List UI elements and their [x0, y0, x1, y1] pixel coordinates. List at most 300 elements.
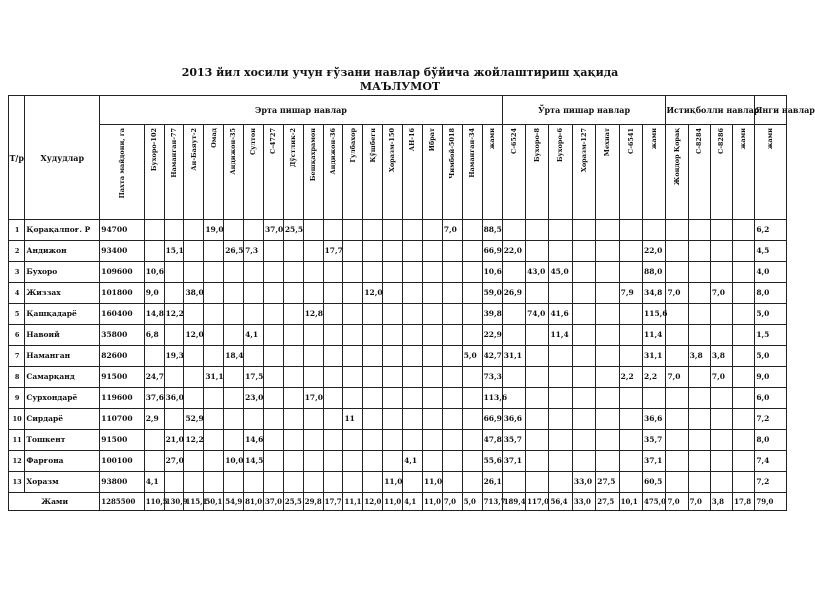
mid-cell — [549, 367, 572, 388]
promising-cell — [710, 430, 732, 451]
header-early-col — [144, 125, 164, 220]
table-row — [9, 304, 787, 325]
early-cell — [462, 388, 482, 409]
early-cell — [442, 283, 462, 304]
header-early-col-label: Гулбахор — [348, 128, 357, 163]
mid-cell — [526, 472, 549, 493]
early-cell: 12,0 — [363, 283, 383, 304]
early-cell: 11,0 — [383, 472, 403, 493]
table-row — [9, 346, 787, 367]
header-early-col — [482, 125, 502, 220]
header-mid-col-label: Бухоро-6 — [556, 128, 565, 163]
row-number: 9 — [9, 388, 25, 409]
cotton-varieties-table — [8, 95, 815, 511]
early-cell — [224, 304, 244, 325]
header-early-col — [363, 125, 383, 220]
promising-cell — [733, 304, 755, 325]
early-cell — [403, 283, 423, 304]
early-cell: 15,1 — [164, 241, 184, 262]
region-name: Сурхондарё — [25, 388, 100, 409]
early-cell: 47,8 — [482, 430, 502, 451]
early-cell — [383, 241, 403, 262]
early-cell: 10,6 — [144, 262, 164, 283]
early-cell — [323, 220, 343, 241]
early-cell — [263, 367, 283, 388]
mid-cell — [502, 325, 525, 346]
mid-cell — [549, 346, 572, 367]
header-early-col — [204, 125, 224, 220]
new-cell: 8,0 — [755, 283, 787, 304]
early-cell — [204, 304, 224, 325]
mid-cell — [619, 325, 642, 346]
early-cell: 10,6 — [482, 262, 502, 283]
mid-cell: 35,7 — [502, 430, 525, 451]
early-cell — [462, 451, 482, 472]
early-cell — [283, 367, 303, 388]
early-cell: 7,0 — [442, 220, 462, 241]
total-row — [9, 493, 787, 511]
early-cell — [224, 409, 244, 430]
new-cell: 6,0 — [755, 388, 787, 409]
promising-cell — [688, 451, 710, 472]
promising-cell — [733, 283, 755, 304]
early-cell — [363, 220, 383, 241]
region-name: Фарғона — [25, 451, 100, 472]
header-early-col — [263, 125, 283, 220]
mid-cell — [502, 367, 525, 388]
mid-cell: 36,6 — [502, 409, 525, 430]
early-cell — [462, 430, 482, 451]
total-early-cell: 17,7 — [323, 493, 343, 511]
early-cell — [283, 472, 303, 493]
header-early-col-label: Султон — [249, 128, 258, 156]
mid-cell — [619, 430, 642, 451]
region-name: Самарқанд — [25, 367, 100, 388]
early-cell — [263, 472, 283, 493]
early-cell — [144, 241, 164, 262]
early-cell: 7,3 — [244, 241, 264, 262]
area-value: 82600 — [100, 346, 144, 367]
row-number: 7 — [9, 346, 25, 367]
header-promising-col — [688, 125, 710, 220]
header-promising-col-label: С-8286 — [717, 128, 726, 154]
early-cell — [224, 367, 244, 388]
header-early-col — [343, 125, 363, 220]
promising-cell — [710, 451, 732, 472]
promising-cell: 3,8 — [688, 346, 710, 367]
region-name: Навоий — [25, 325, 100, 346]
promising-cell — [688, 262, 710, 283]
mid-cell: 11,4 — [643, 325, 666, 346]
early-cell — [303, 409, 323, 430]
mid-cell — [526, 388, 549, 409]
mid-cell — [526, 325, 549, 346]
early-cell: 24,7 — [144, 367, 164, 388]
promising-cell — [666, 304, 688, 325]
early-cell — [422, 409, 442, 430]
document-title: 2013 йил хосили учун ғўзани навлар бўйича жойлаштириш ҳақида — [181, 66, 619, 79]
header-mid-col — [502, 125, 525, 220]
early-cell: 113,6 — [482, 388, 502, 409]
header-new-group: Янги навлар — [755, 96, 787, 125]
promising-cell — [688, 283, 710, 304]
header-new-col — [755, 125, 787, 220]
header-promising-col — [733, 125, 755, 220]
mid-cell — [526, 283, 549, 304]
header-early-col — [323, 125, 343, 220]
header-region: Худудлар — [25, 96, 100, 220]
promising-cell — [666, 262, 688, 283]
early-cell — [343, 220, 363, 241]
header-early-col-label: С-4727 — [269, 128, 278, 154]
early-cell — [422, 325, 442, 346]
early-cell — [164, 367, 184, 388]
early-cell: 52,9 — [184, 409, 204, 430]
early-cell — [204, 346, 224, 367]
mid-cell: 22,0 — [643, 241, 666, 262]
early-cell — [263, 430, 283, 451]
early-cell — [383, 325, 403, 346]
new-cell: 6,2 — [755, 220, 787, 241]
mid-cell — [549, 409, 572, 430]
early-cell — [343, 325, 363, 346]
early-cell — [184, 262, 204, 283]
total-early-cell: 12,0 — [363, 493, 383, 511]
early-cell — [442, 472, 462, 493]
mid-cell: 34,8 — [643, 283, 666, 304]
early-cell — [462, 283, 482, 304]
early-cell — [383, 430, 403, 451]
promising-cell — [666, 346, 688, 367]
new-cell: 4,0 — [755, 262, 787, 283]
early-cell — [263, 262, 283, 283]
mid-cell — [596, 388, 619, 409]
area-value: 119600 — [100, 388, 144, 409]
promising-cell — [710, 304, 732, 325]
promising-cell — [733, 388, 755, 409]
total-early-cell: 25,5 — [283, 493, 303, 511]
total-area: 1285500 — [100, 493, 144, 511]
mid-cell — [596, 283, 619, 304]
header-early-col-label: Омад — [209, 128, 218, 148]
mid-cell — [596, 409, 619, 430]
early-cell — [283, 388, 303, 409]
header-early-col — [442, 125, 462, 220]
promising-cell — [688, 430, 710, 451]
promising-cell — [666, 451, 688, 472]
early-cell — [343, 367, 363, 388]
mid-cell: 27,5 — [596, 472, 619, 493]
promising-cell — [666, 472, 688, 493]
header-early-col — [164, 125, 184, 220]
early-cell — [403, 304, 423, 325]
early-cell — [303, 451, 323, 472]
total-mid-cell: 10,1 — [619, 493, 642, 511]
promising-cell — [733, 241, 755, 262]
area-value: 160400 — [100, 304, 144, 325]
promising-cell — [666, 409, 688, 430]
mid-cell — [549, 283, 572, 304]
early-cell — [442, 304, 462, 325]
early-cell — [442, 451, 462, 472]
area-value: 101800 — [100, 283, 144, 304]
early-cell: 12,8 — [303, 304, 323, 325]
early-cell — [224, 220, 244, 241]
early-cell — [323, 304, 343, 325]
total-promising-cell: 7,0 — [688, 493, 710, 511]
header-early-col — [383, 125, 403, 220]
early-cell: 4,1 — [144, 472, 164, 493]
promising-cell — [688, 409, 710, 430]
promising-cell — [733, 409, 755, 430]
mid-cell — [549, 388, 572, 409]
early-cell — [403, 241, 423, 262]
early-cell — [403, 262, 423, 283]
early-cell — [303, 430, 323, 451]
header-mid-col — [643, 125, 666, 220]
mid-cell: 2,2 — [619, 367, 642, 388]
mid-cell — [572, 346, 595, 367]
mid-cell — [526, 367, 549, 388]
early-cell — [184, 346, 204, 367]
mid-cell: 45,0 — [549, 262, 572, 283]
mid-cell — [549, 241, 572, 262]
total-early-cell: 7,0 — [442, 493, 462, 511]
total-early-cell: 50,1 — [204, 493, 224, 511]
promising-cell — [733, 451, 755, 472]
new-cell: 5,0 — [755, 346, 787, 367]
header-promising-col-label: С-8284 — [695, 128, 704, 154]
mid-cell — [596, 304, 619, 325]
header-early-col-label: Дўстлик-2 — [289, 128, 298, 168]
early-cell — [283, 262, 303, 283]
mid-cell — [619, 304, 642, 325]
early-cell — [403, 430, 423, 451]
early-cell — [422, 241, 442, 262]
early-cell: 73,3 — [482, 367, 502, 388]
early-cell — [422, 451, 442, 472]
promising-cell — [688, 472, 710, 493]
early-cell — [323, 409, 343, 430]
early-cell — [363, 472, 383, 493]
early-cell — [303, 346, 323, 367]
row-number: 10 — [9, 409, 25, 430]
promising-cell: 3,8 — [710, 346, 732, 367]
total-promising-cell: 17,8 — [733, 493, 755, 511]
early-cell — [383, 388, 403, 409]
early-cell: 36,0 — [164, 388, 184, 409]
early-cell: 11,0 — [422, 472, 442, 493]
early-cell — [204, 325, 224, 346]
mid-cell: 43,0 — [526, 262, 549, 283]
early-cell: 37,0 — [263, 220, 283, 241]
promising-cell — [710, 241, 732, 262]
mid-cell — [549, 451, 572, 472]
early-cell — [204, 283, 224, 304]
early-cell — [383, 409, 403, 430]
early-cell: 14,8 — [144, 304, 164, 325]
mid-cell — [596, 430, 619, 451]
total-promising-cell: 3,8 — [710, 493, 732, 511]
promising-cell — [733, 367, 755, 388]
early-cell — [462, 262, 482, 283]
early-cell — [263, 241, 283, 262]
mid-cell — [502, 220, 525, 241]
header-tr: Т/р — [9, 96, 25, 220]
promising-cell — [688, 325, 710, 346]
promising-cell — [733, 220, 755, 241]
mid-cell — [619, 220, 642, 241]
header-new-col-label: жами — [766, 128, 775, 150]
promising-cell — [710, 220, 732, 241]
header-early-col — [403, 125, 423, 220]
header-early-col-label: Чимбой-5018 — [448, 128, 457, 179]
mid-cell — [502, 304, 525, 325]
region-name: Сирдарё — [25, 409, 100, 430]
early-cell — [422, 367, 442, 388]
total-early-cell: 11,0 — [422, 493, 442, 511]
mid-cell — [502, 262, 525, 283]
early-cell — [224, 430, 244, 451]
area-value: 110700 — [100, 409, 144, 430]
early-cell — [164, 472, 184, 493]
document-subtitle: МАЪЛУМОТ — [359, 80, 441, 93]
early-cell — [164, 409, 184, 430]
mid-cell — [526, 241, 549, 262]
early-cell — [323, 325, 343, 346]
mid-cell — [549, 430, 572, 451]
row-number: 3 — [9, 262, 25, 283]
mid-cell: 2,2 — [643, 367, 666, 388]
early-cell — [343, 346, 363, 367]
total-early-cell: 11,1 — [343, 493, 363, 511]
promising-cell: 7,0 — [666, 367, 688, 388]
promising-cell — [688, 220, 710, 241]
early-cell: 12,2 — [184, 430, 204, 451]
area-value: 94700 — [100, 220, 144, 241]
total-mid-cell: 189,4 — [502, 493, 525, 511]
early-cell — [144, 346, 164, 367]
mid-cell: 7,9 — [619, 283, 642, 304]
table-row — [9, 430, 787, 451]
row-number: 11 — [9, 430, 25, 451]
promising-cell — [666, 388, 688, 409]
early-cell: 23,0 — [244, 388, 264, 409]
region-name: Қорақалпоғ. Р — [25, 220, 100, 241]
mid-cell — [572, 409, 595, 430]
early-cell — [343, 262, 363, 283]
early-cell — [224, 472, 244, 493]
promising-cell — [666, 325, 688, 346]
mid-cell — [526, 451, 549, 472]
early-cell — [403, 220, 423, 241]
early-cell: 31,1 — [204, 367, 224, 388]
row-number: 6 — [9, 325, 25, 346]
early-cell — [283, 325, 303, 346]
header-mid-col-label: С-6524 — [509, 128, 518, 154]
early-cell — [144, 220, 164, 241]
early-cell — [403, 325, 423, 346]
header-mid-col-label: Мехнат — [603, 128, 612, 157]
mid-cell — [502, 472, 525, 493]
region-name: Бухоро — [25, 262, 100, 283]
early-cell — [224, 388, 244, 409]
early-cell: 17,5 — [244, 367, 264, 388]
early-cell — [363, 325, 383, 346]
header-early-col-label: Бухоро-102 — [149, 128, 158, 172]
early-cell: 37,6 — [144, 388, 164, 409]
mid-cell: 11,4 — [549, 325, 572, 346]
early-cell: 17,0 — [303, 388, 323, 409]
early-cell — [184, 220, 204, 241]
mid-cell: 35,7 — [643, 430, 666, 451]
header-mid-col-label: С-6541 — [626, 128, 635, 154]
total-early-cell: 29,8 — [303, 493, 323, 511]
early-cell — [303, 262, 323, 283]
area-value: 35800 — [100, 325, 144, 346]
table-row — [9, 388, 787, 409]
row-number: 8 — [9, 367, 25, 388]
table-row — [9, 283, 787, 304]
header-mid-col-label: жами — [649, 128, 658, 150]
mid-cell — [619, 451, 642, 472]
mid-cell: 115,6 — [643, 304, 666, 325]
total-mid-cell: 56,4 — [549, 493, 572, 511]
early-cell — [204, 241, 224, 262]
early-cell — [383, 346, 403, 367]
mid-cell — [619, 472, 642, 493]
promising-cell — [733, 430, 755, 451]
row-number: 1 — [9, 220, 25, 241]
table-row — [9, 262, 787, 283]
mid-cell — [596, 325, 619, 346]
early-cell — [224, 325, 244, 346]
header-mid-col — [572, 125, 595, 220]
promising-cell — [710, 262, 732, 283]
promising-cell: 7,0 — [710, 367, 732, 388]
header-early-col — [283, 125, 303, 220]
mid-cell — [619, 262, 642, 283]
early-cell: 10,0 — [224, 451, 244, 472]
early-cell — [462, 241, 482, 262]
header-mid-col — [596, 125, 619, 220]
early-cell — [363, 241, 383, 262]
promising-cell: 7,0 — [710, 283, 732, 304]
early-cell — [224, 262, 244, 283]
early-cell — [244, 220, 264, 241]
early-cell — [244, 472, 264, 493]
early-cell — [184, 304, 204, 325]
early-cell — [164, 325, 184, 346]
early-cell — [343, 472, 363, 493]
header-early-col-label: Наманган-77 — [169, 128, 178, 178]
early-cell — [283, 409, 303, 430]
early-cell — [462, 472, 482, 493]
early-cell — [442, 262, 462, 283]
header-mid-col — [619, 125, 642, 220]
early-cell — [303, 472, 323, 493]
early-cell — [403, 472, 423, 493]
new-cell: 5,0 — [755, 304, 787, 325]
early-cell — [363, 346, 383, 367]
early-cell: 4,1 — [244, 325, 264, 346]
early-cell — [343, 304, 363, 325]
promising-cell — [688, 241, 710, 262]
early-cell — [184, 388, 204, 409]
mid-cell — [549, 220, 572, 241]
early-cell — [442, 409, 462, 430]
region-name: Хоразм — [25, 472, 100, 493]
